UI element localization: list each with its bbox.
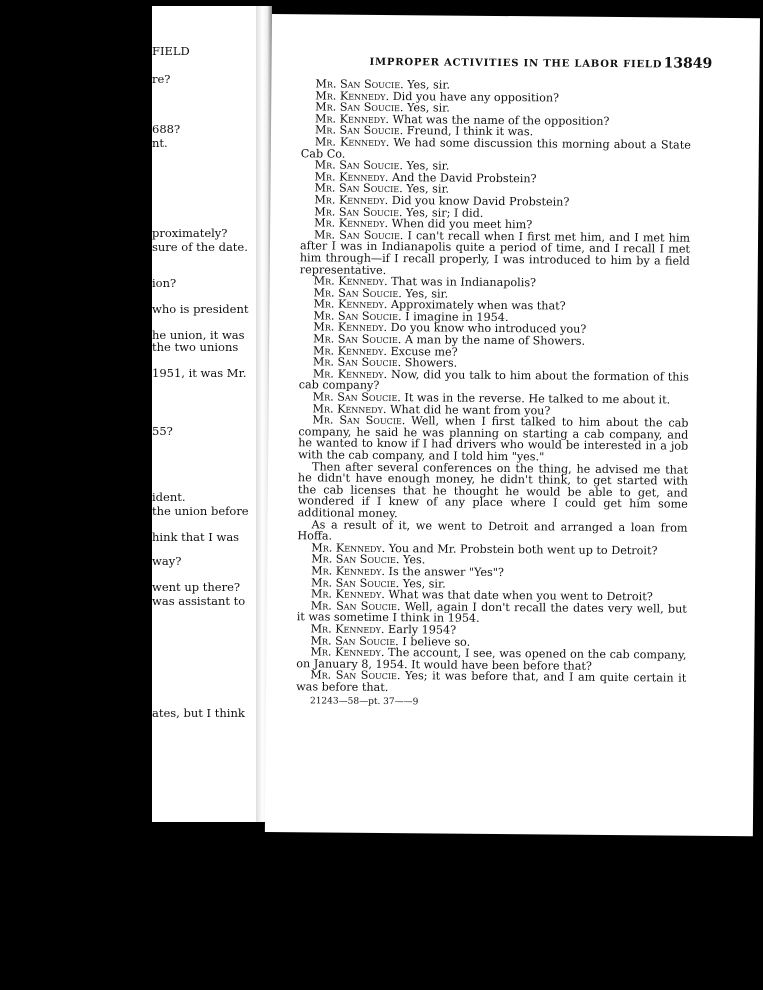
speech-text: Do you know who introduced you?	[387, 321, 587, 337]
speech-text: You and Mr. Probstein both went up to Detroit?	[385, 541, 658, 558]
left-page-line: the union before	[152, 504, 249, 518]
speech-text: Yes, sir.	[403, 101, 450, 115]
left-page-line: hink that I was	[152, 530, 240, 544]
speech-text: When did you meet him?	[388, 217, 533, 232]
left-page-line: who is president	[152, 302, 249, 316]
speaker-name: Mr. San Soucie.	[312, 390, 401, 405]
speaker-name: Mr. Kennedy.	[312, 401, 387, 416]
speech-text: What was the name of the opposition?	[388, 112, 610, 128]
speaker-name: Mr. Kennedy.	[314, 193, 389, 207]
speaker-name: Mr. Kennedy.	[311, 541, 386, 555]
speaker-name: Mr. Kennedy.	[314, 216, 389, 231]
testimony-paragraph	[300, 229, 690, 279]
left-page-line: 1951, it was Mr.	[152, 366, 247, 380]
left-page-line: 688?	[152, 122, 181, 136]
speaker-name: Mr. Kennedy.	[310, 587, 385, 602]
speaker-name: Mr. Kennedy.	[313, 297, 388, 312]
speech-text: Yes, sir.	[399, 576, 446, 591]
speaker-name: Mr. San Soucie.	[310, 668, 401, 683]
speech-text: As a result of it, we went to Detroit and arranged a loan from Hoffa.	[297, 517, 688, 543]
speaker-name: Mr. Kennedy.	[313, 320, 388, 335]
speaker-name: Mr. Kennedy.	[313, 344, 388, 358]
speaker-name: Mr. Kennedy.	[315, 88, 390, 103]
left-page-line: went up there?	[152, 580, 241, 594]
speech-text: Yes, sir.	[401, 286, 449, 301]
speech-text: Yes, sir.	[403, 78, 451, 92]
left-page-line: ates, but I think	[152, 706, 245, 720]
speaker-name: Mr. San Soucie.	[314, 204, 403, 219]
speech-text: Yes, sir; I did.	[402, 205, 484, 220]
left-page-line: way?	[152, 554, 182, 568]
speaker-name: Mr. San Soucie.	[314, 228, 404, 242]
speaker-name: Mr. San Soucie.	[313, 332, 402, 347]
right-page	[265, 14, 760, 836]
left-page-line: FIELD	[152, 44, 190, 58]
speech-text: What was that date when you went to Detroit?	[384, 588, 653, 604]
page-number: 13849	[663, 55, 713, 72]
speaker-name: Mr. Kennedy.	[310, 622, 385, 636]
speech-text: What did he want from you?	[386, 402, 551, 418]
speaker-name: Mr. San Soucie.	[315, 100, 404, 115]
speaker-name: Mr. San Soucie.	[312, 355, 402, 370]
speech-text: Is the answer "Yes"?	[384, 564, 505, 579]
speaker-name: Mr. Kennedy.	[310, 645, 385, 660]
speech-text: Approximately when was that?	[387, 298, 566, 313]
speech-text: A man by the name of Showers.	[401, 333, 586, 348]
speech-text: I believe so.	[398, 634, 471, 649]
speaker-name: Mr. Kennedy.	[314, 170, 389, 184]
speech-text: It was in the reverse. He talked to me about it.	[400, 391, 671, 407]
testimony-paragraph	[296, 670, 686, 697]
left-page-line: ident.	[152, 490, 186, 504]
speech-text: Well, when I first talked to him about the cab company, he said he was planning on starting a cab company, and he wanted to know if I had drivers who would be interested in a job with the cab company, and I told him "yes."	[298, 414, 689, 464]
speech-text: Excuse me?	[386, 344, 458, 359]
left-page-line: was assistant to	[152, 594, 246, 608]
left-page-line: 55?	[152, 424, 173, 438]
speaker-name: Mr. Kennedy.	[314, 135, 390, 149]
speaker-name: Mr. San Soucie.	[313, 309, 402, 324]
testimony-paragraph	[298, 461, 688, 522]
left-page-line: proximately?	[152, 226, 228, 240]
speaker-name: Mr. San Soucie.	[312, 413, 406, 428]
speaker-name: Mr. San Soucie.	[315, 77, 404, 92]
speech-text: Yes, sir.	[402, 159, 450, 173]
left-page-fragment	[152, 6, 256, 822]
speaker-name: Mr. San Soucie.	[310, 575, 400, 590]
speaker-name: Mr. San Soucie.	[314, 158, 403, 173]
speaker-name: Mr. San Soucie.	[314, 123, 404, 138]
running-header: IMPROPER ACTIVITIES IN THE LABOR FIELD	[369, 56, 663, 71]
speech-text: We had some discussion this morning about a State Cab Co.	[300, 135, 691, 161]
speech-text: Freund, I think it was.	[403, 124, 534, 139]
left-page-line: sure of the date.	[152, 240, 248, 254]
speech-text: Did you have any opposition?	[389, 89, 560, 105]
speaker-name: Mr. San Soucie.	[313, 286, 402, 300]
speaker-name: Mr. San Soucie.	[311, 552, 400, 567]
speaker-name: Mr. Kennedy.	[312, 367, 388, 381]
speech-text: Then after several conferences on the thing, he advised me that he didn't have enough money, he didn't think, to get started with the cab licenses that he thought he would be able to get, and wondered if I knew of any place where I could get him some additional money.	[297, 459, 689, 521]
speaker-name: Mr. San Soucie.	[314, 181, 403, 196]
speech-text: And the David Probstein?	[388, 170, 537, 186]
left-page-line: the two unions	[152, 340, 239, 354]
left-page-line: he union, it was	[152, 328, 245, 342]
speaker-name: Mr. San Soucie.	[310, 633, 399, 648]
footer-code: 21243—58—pt. 37——9	[309, 696, 419, 708]
speech-text: Now, did you talk to him about the formation of this cab company?	[298, 367, 689, 393]
left-page-line: ion?	[152, 276, 177, 290]
speaker-name: Mr. Kennedy.	[313, 274, 388, 289]
speaker-name: Mr. Kennedy.	[311, 564, 386, 578]
speech-text: I imagine in 1954.	[401, 310, 509, 324]
left-page-line: nt.	[152, 136, 168, 150]
speech-text: Yes.	[399, 553, 426, 567]
speech-text: That was in Indianapolis?	[387, 275, 537, 290]
speaker-name: Mr. San Soucie.	[310, 599, 401, 613]
speaker-name: Mr. Kennedy.	[315, 112, 390, 126]
speech-text: I can't recall when I first met him, and I met him after I was in Indianapolis quite a period of time, and I recall I met him through—if I recall properly, I was introduced to him by a field representative.	[299, 228, 691, 277]
testimony-body	[296, 78, 691, 711]
testimony-paragraph	[298, 414, 688, 464]
speech-text: The account, I see, was opened on the cab company, on January 8, 1954. It would have been before that?	[296, 646, 687, 673]
speech-text: Early 1954?	[384, 622, 457, 637]
speech-text: Well, again I don't recall the dates very well, but it was sometime I think in 1954.	[296, 599, 687, 626]
speech-text: Showers.	[401, 356, 458, 370]
speech-text: Yes, sir.	[402, 182, 450, 196]
speech-text: Did you know David Probstein?	[388, 193, 570, 209]
left-page-line: re?	[152, 72, 171, 86]
speech-text: Yes; it was before that, and I am quite certain it was before that.	[296, 669, 687, 694]
